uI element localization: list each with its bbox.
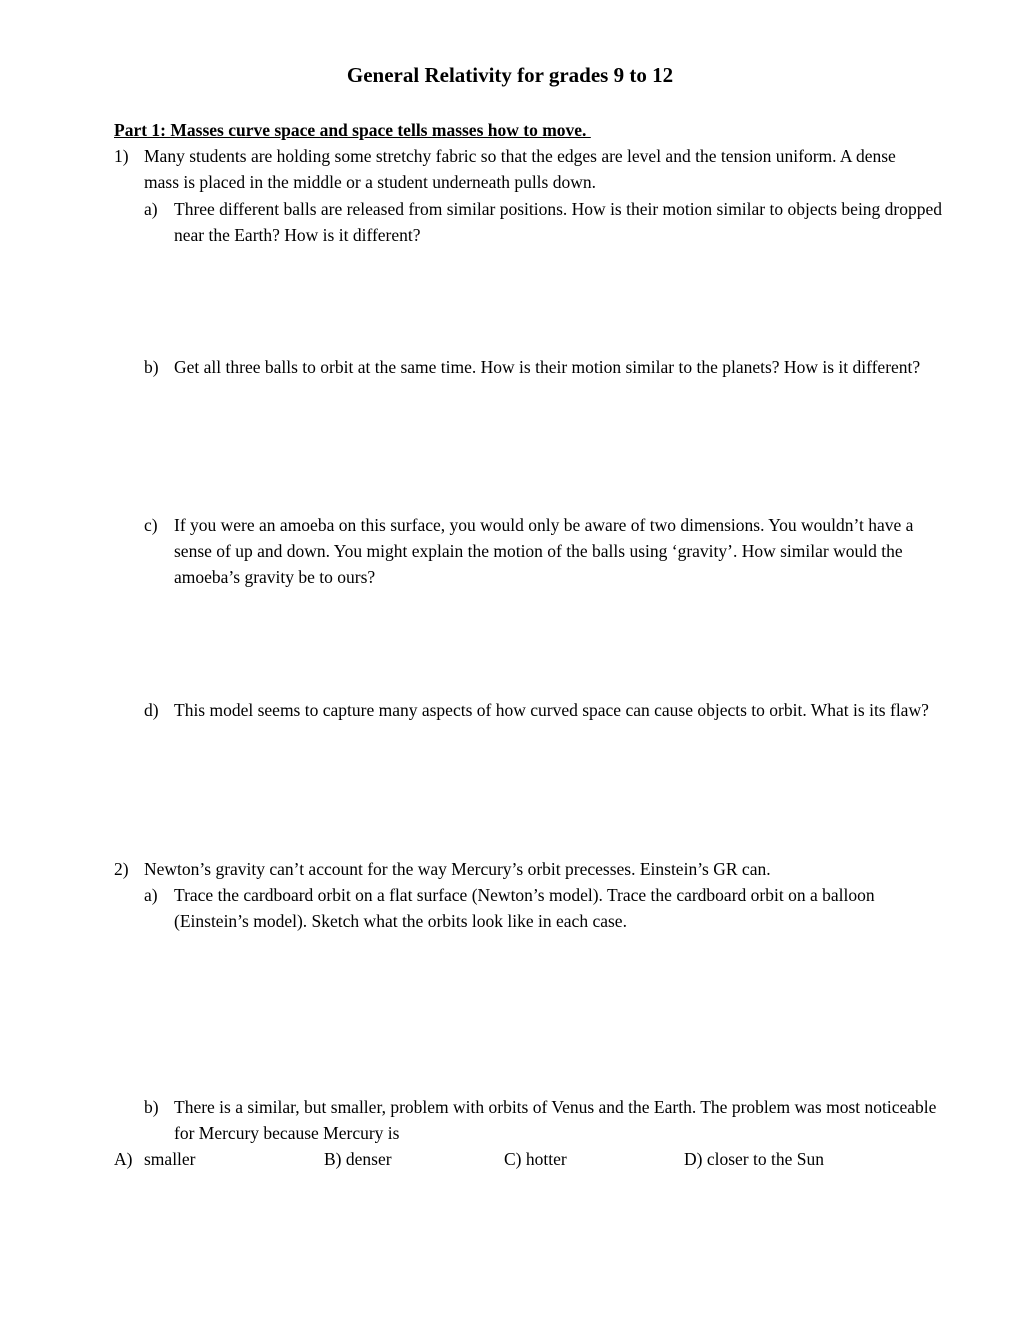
subquestion-label: c) bbox=[144, 515, 158, 535]
subquestion-text: This model seems to capture many aspects of how curved space can cause objects to orbit. What is its flaw? bbox=[174, 700, 929, 720]
choice-label: A) bbox=[114, 1149, 133, 1169]
question-number: 2) bbox=[114, 859, 129, 879]
choice-text: hotter bbox=[525, 1149, 567, 1169]
subquestion-label: a) bbox=[144, 885, 158, 905]
part1-heading: Part 1: Masses curve space and space tells masses how to move. bbox=[114, 120, 591, 140]
question-1c bbox=[144, 512, 944, 590]
question-2b bbox=[144, 1094, 944, 1146]
answer-choices bbox=[114, 1146, 914, 1172]
question-1 bbox=[114, 143, 914, 195]
subquestion-label: a) bbox=[144, 199, 158, 219]
choice-c bbox=[504, 1146, 567, 1172]
choice-label: C) bbox=[504, 1149, 522, 1169]
subquestion-text: If you were an amoeba on this surface, you would only be aware of two dimensions. You wouldn’t have a sense of up and down. You might explain the motion of the balls using ‘gravity’. How similar would the amoeba’s gravity be to ours? bbox=[174, 515, 914, 587]
subquestion-label: b) bbox=[144, 1097, 159, 1117]
question-number: 1) bbox=[114, 146, 129, 166]
subquestion-label: d) bbox=[144, 700, 159, 720]
choice-text: smaller bbox=[144, 1149, 196, 1169]
question-2a bbox=[144, 882, 944, 934]
choice-d bbox=[684, 1146, 824, 1172]
subquestion-text: There is a similar, but smaller, problem with orbits of Venus and the Earth. The problem was most noticeable for Mercury because Mercury is bbox=[174, 1097, 937, 1143]
question-1a bbox=[144, 196, 944, 248]
question-text: Many students are holding some stretchy fabric so that the edges are level and the tension uniform. A dense mass is placed in the middle or a student underneath pulls down. bbox=[144, 146, 896, 192]
subquestion-label: b) bbox=[144, 357, 159, 377]
document-title: General Relativity for grades 9 to 12 bbox=[346, 63, 674, 87]
choice-text: denser bbox=[345, 1149, 392, 1169]
subquestion-text: Trace the cardboard orbit on a flat surface (Newton’s model). Trace the cardboard orbit on a balloon (Einstein’s model). Sketch what the orbits look like in each case. bbox=[174, 885, 875, 931]
question-text: Newton’s gravity can’t account for the way Mercury’s orbit precesses. Einstein’s GR can. bbox=[144, 859, 771, 879]
choice-label: B) bbox=[324, 1149, 342, 1169]
subquestion-text: Get all three balls to orbit at the same time. How is their motion similar to the planets? How is it different? bbox=[174, 357, 921, 377]
question-1d bbox=[144, 697, 944, 723]
choice-text: closer to the Sun bbox=[706, 1149, 824, 1169]
choice-a bbox=[114, 1146, 196, 1172]
choice-b bbox=[324, 1146, 392, 1172]
question-1b bbox=[144, 354, 944, 380]
question-2 bbox=[114, 856, 914, 882]
subquestion-text: Three different balls are released from similar positions. How is their motion similar to objects being dropped near the Earth? How is it different? bbox=[174, 199, 943, 245]
choice-label: D) bbox=[684, 1149, 703, 1169]
